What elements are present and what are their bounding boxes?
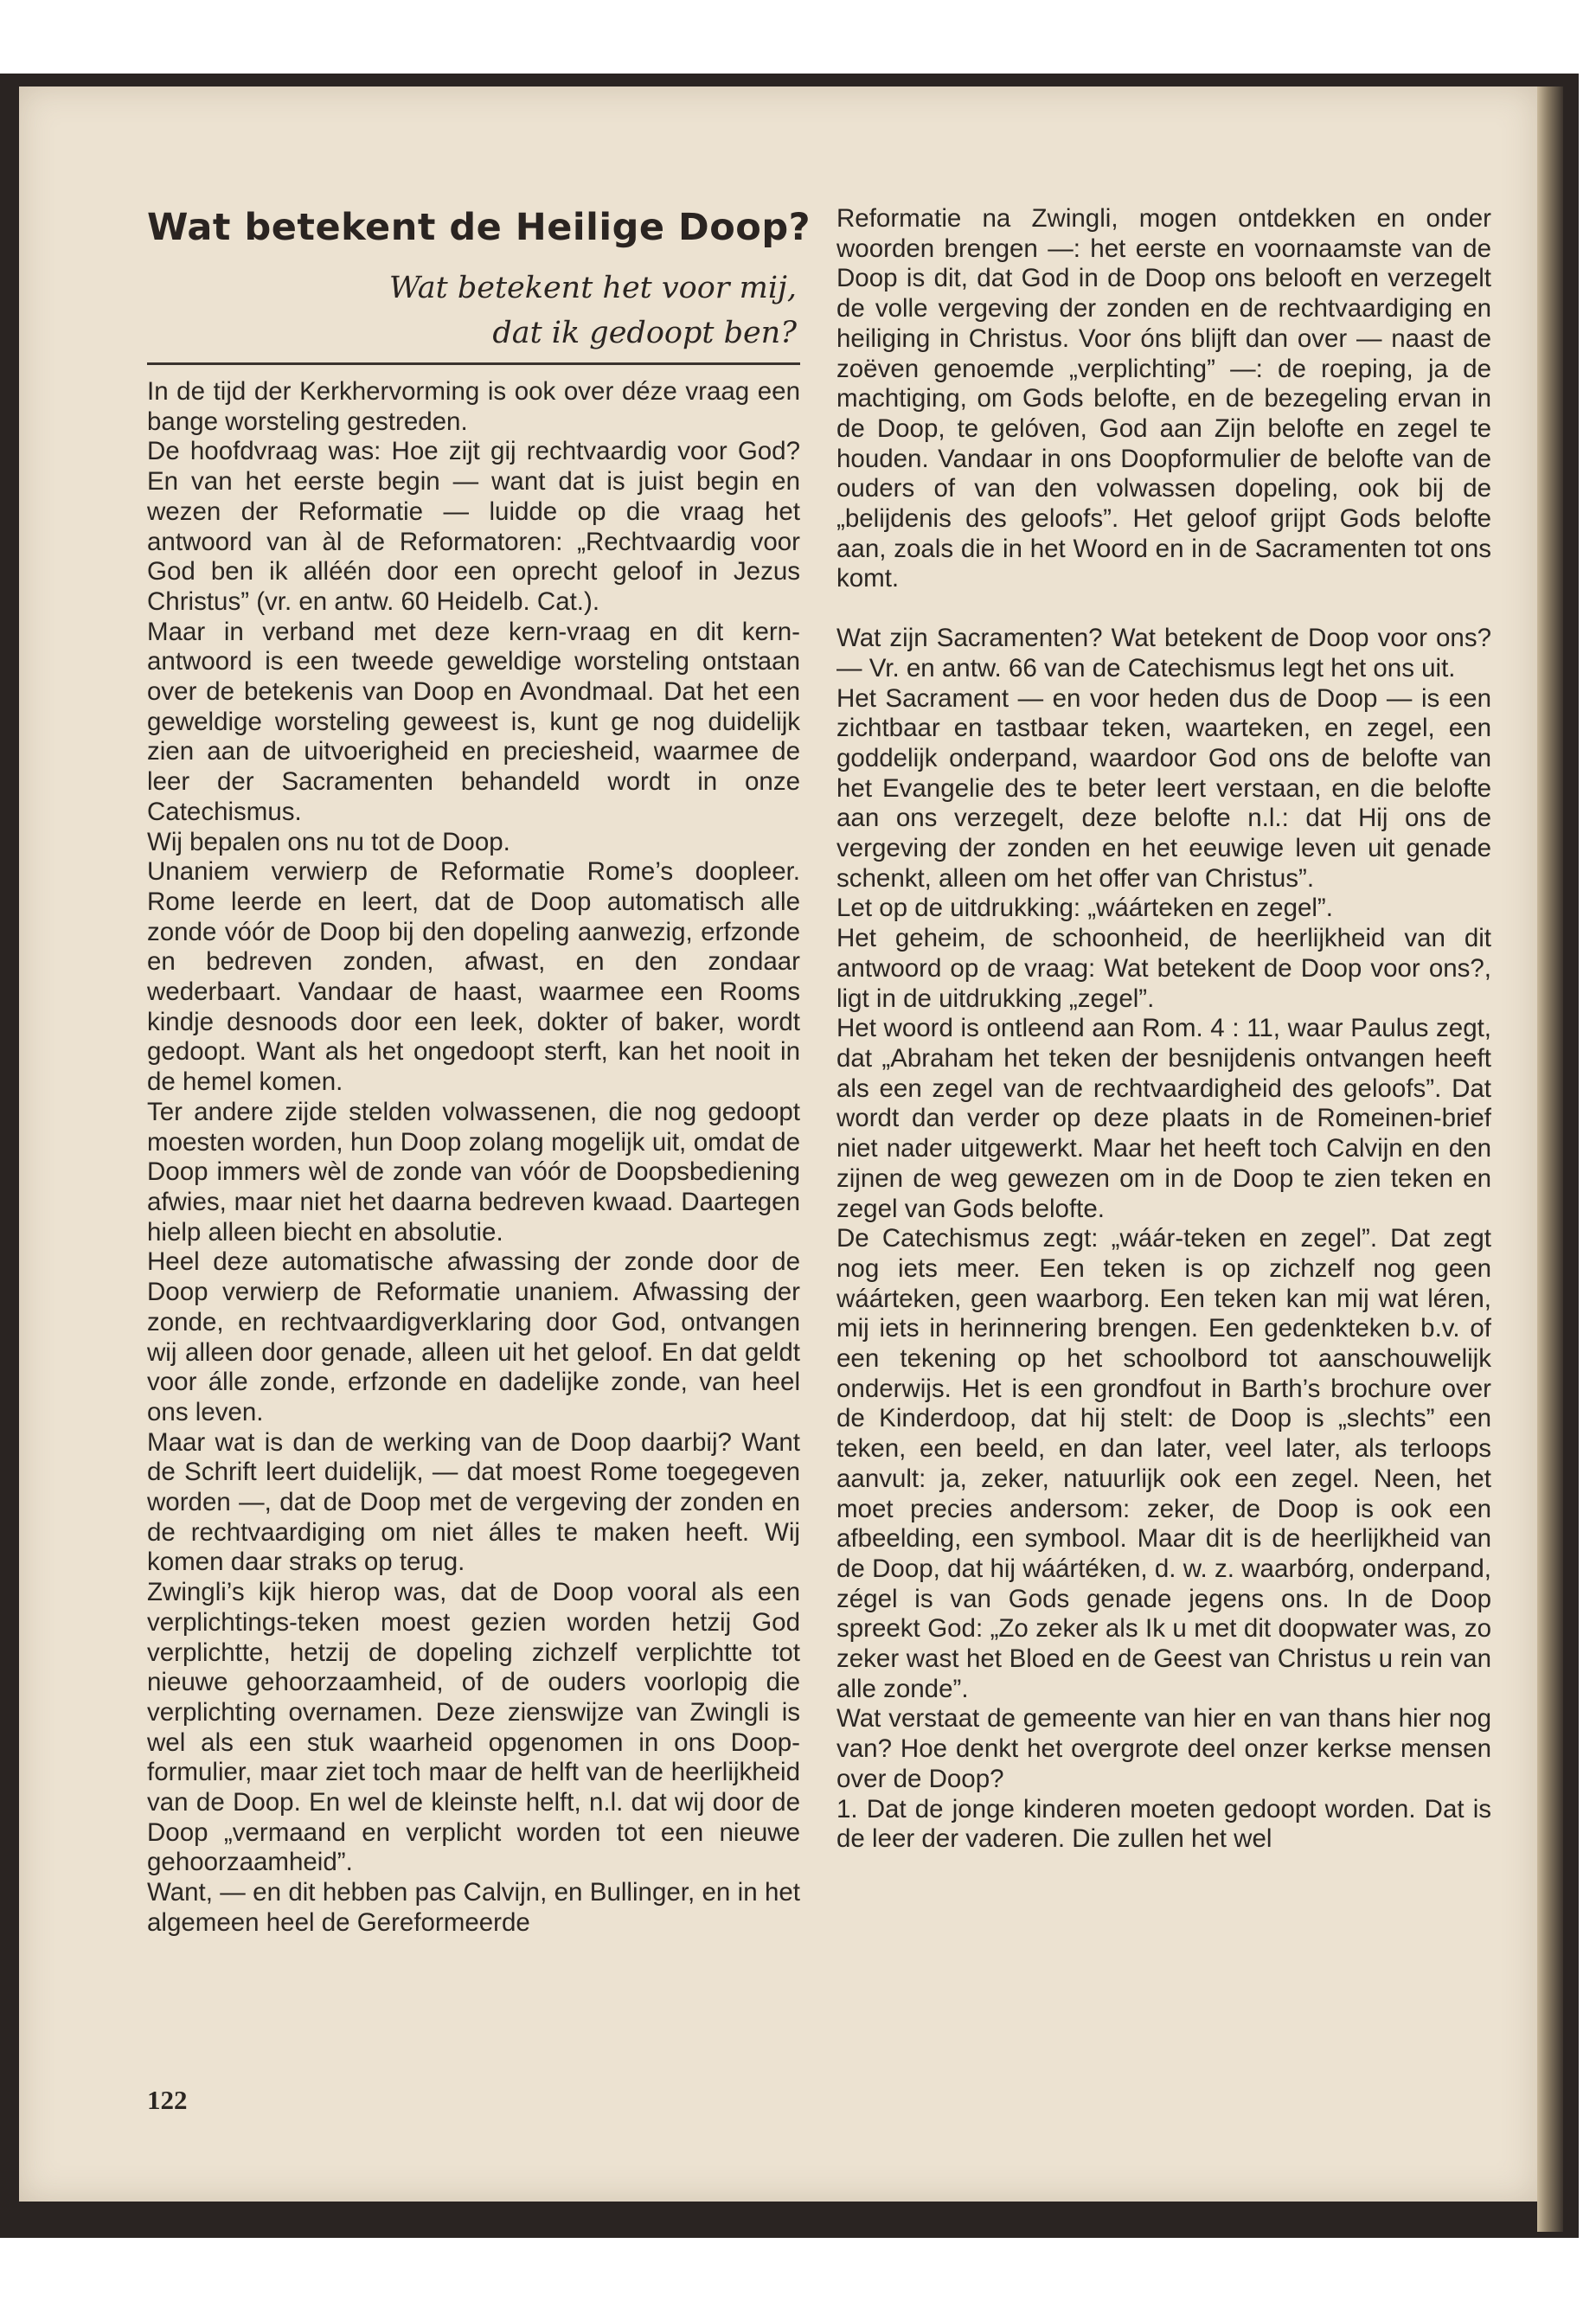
article-subtitle-line-2: dat ik gedoopt ben? [492,316,797,350]
right-column [836,204,1491,1855]
article-title: Wat betekent de Heilige Doop? [147,206,811,249]
left-paragraph-3: Maar in verband met deze kern-vraag en dit kern-antwoord is een tweede geweldige worsteling ontstaan over de betekenis van Doop en Avondmaal. Dat het een geweldige worsteling geweest is, kunt ge nog duidelijk zien aan de uitvoerigheid en preciesheid, waarmee de leer der Sacramenten behandeld wordt in onze Catechismus. [147,617,800,826]
left-paragraph-4: Wij bepalen ons nu tot de Doop. [147,827,510,856]
right-paragraph-5: Het geheim, de schoonheid, de heerlijkheid van dit antwoord op de vraag: Wat betekent de Doop voor ons?, ligt in de uitdrukking „zegel”. [836,924,1491,1013]
left-paragraph-1: In de tijd der Kerkhervorming is ook over déze vraag een bange worsteling gestreden. [147,377,800,436]
left-paragraph-9: Zwingli’s kijk hierop was, dat de Doop vooral als een verplichtings-teken moest gezien worden hetzij God verplichtte, hetzij de dopeling zichzelf verplichtte tot nieuwe gehoorzaamheid, of de ouders voorlopig die verplichting overnamen. Deze zienswijze van Zwingli is wel als een stuk waarheid opgenomen in ons Doop-formulier, maar ziet toch maar de helft van de heerlijkheid van de Doop. En wel de kleinste helft, n.l. dat wij door de Doop „vermaand en verplicht worden tot een nieuwe gehoorzaamheid”. [147,1578,800,1877]
right-paragraph-8: Wat verstaat de gemeente van hier en van thans hier nog van? Hoe denkt het overgrote deel onzer kerkse mensen over de Doop? [836,1704,1491,1793]
left-paragraph-5: Unaniem verwierp de Reformatie Rome’s doopleer. Rome leerde en leert, dat de Doop automatisch alle zonde vóór de Doop bij den dopeling aanwezig, erfzonde en bedreven zonden, afwast, en den zondaar wederbaart. Vandaar de haast, waarmee een Rooms kindje desnoods door een leek, dokter of baker, wordt gedoopt. Want als het ongedoopt sterft, kan het nooit in de hemel komen. [147,857,800,1097]
right-paragraph-2: Wat zijn Sacramenten? Wat betekent de Doop voor ons? — Vr. en antw. 66 van de Catechismus legt het ons uit. [836,624,1491,683]
article-subtitle-line-1: Wat betekent het voor mij, [388,271,797,305]
left-paragraph-10: Want, — en dit hebben pas Calvijn, en Bullinger, en in het algemeen heel de Gereformeerde [147,1878,800,1937]
left-column [147,195,811,1939]
page-edge [1537,87,1563,2232]
right-paragraph-1: Reformatie na Zwingli, mogen ontdekken en onder woorden brengen —: het eerste en voornaamste van de Doop is dit, dat God in de Doop ons belooft en verzegelt de volle vergeving der zonden en de rechtvaardiging en heiliging in Christus. Voor óns blijft dan over — naast de zoëven genoemde „verplichting” —: de roeping, ja de machtiging, om Gods belofte, en de bezegeling ervan in de Doop, te gelóven, God aan Zijn belofte en zegel te houden. Vandaar in ons Doopformulier de belofte van de ouders of van den volwassen dopeling, ook bij de „belijdenis des geloofs”. Het geloof grijpt Gods belofte aan, zoals die in het Woord en in de Sacramenten tot ons komt. [836,204,1491,593]
right-paragraph-6: Het woord is ontleend aan Rom. 4 : 11, waar Paulus zegt, dat „Abraham het teken der besnijdenis ontvangen heeft als een zegel van de rechtvaardigheid des geloofs”. Dat wordt dan verder op deze plaats in de Romeinen-brief niet nader uitgewerkt. Maar het heeft toch Calvijn en den zijnen de weg gewezen om in de Doop te zien teken en zegel van Gods belofte. [836,1014,1491,1223]
right-paragraph-3: Het Sacrament — en voor heden dus de Doop — is een zichtbaar en tastbaar teken, waarteken, en zegel, een goddelijk onderpand, waardoor God ons de belofte van het Evangelie des te beter leert verstaan, en die belofte aan ons verzegelt, deze belofte n.l.: dat Hij ons de vergeving der zonden en het eeuwige leven uit genade schenkt, alleen om het offer van Christus”. [836,683,1491,893]
left-paragraph-2: De hoofdvraag was: Hoe zijt gij rechtvaardig voor God? En van het eerste begin — want dat is juist begin en wezen der Reformatie — luidde op die vraag het antwoord van àl de Reformatoren: „Rechtvaardig voor God ben ik alléén door een oprecht geloof in Jezus Christus” (vr. en antw. 60 Heidelb. Cat.). [147,437,800,616]
right-paragraph-7: De Catechismus zegt: „wáár-teken en zegel”. Dat zegt nog iets meer. Een teken is op zichzelf nog geen wáárteken, geen waarborg. Een teken kan mij wat léren, mij iets in herinnering brengen. Een gedenkteken b.v. of een tekening op het schoolbord tot aanschouwelijk onderwijs. Het is een grondfout in Barth’s brochure over de Kinderdoop, dat hij stelt: de Doop is „slechts” een teken, een beeld, en dan later, veel later, als terloops aanvult: ja, zeker, natuurlijk ook een zegel. Neen, het moet precies andersom: zeker, de Doop is ook een afbeelding, een symbool. Maar dit is de heerlijkheid van de Doop, dat hij wáártéken, d. w. z. waarbórg, onderpand, zégel is van Gods genade jegens ons. In de Doop spreekt God: „Zo zeker als Ik u met dit doopwater was, zo zeker wast het Bloed en de Geest van Christus u rein van alle zonde”. [836,1224,1491,1703]
left-paragraph-6: Ter andere zijde stelden volwassenen, die nog gedoopt moesten worden, hun Doop zolang mogelijk uit, omdat de Doop immers wèl de zonde van vóór de Doopsbediening afwies, maar niet het daarna bedreven kwaad. Daartegen hielp alleen biecht en absolutie. [147,1097,800,1247]
paragraph-gap [836,594,1491,624]
page-number: 122 [147,2085,188,2115]
left-paragraph-8: Maar wat is dan de werking van de Doop daarbij? Want de Schrift leert duidelijk, — dat moest Rome toegegeven worden —, dat de Doop met de vergeving der zonden en de rechtvaardiging om niet álles te maken heeft. Wij komen daar straks op terug. [147,1427,800,1577]
right-paragraph-9: 1. Dat de jonge kinderen moeten gedoopt worden. Dat is de leer der vaderen. Die zullen het wel [836,1794,1491,1854]
subtitle-divider [147,362,800,365]
right-paragraph-4: Let op de uitdrukking: „wáárteken en zegel”. [836,894,1333,923]
left-paragraph-7: Heel deze automatische afwassing der zonde door de Doop verwierp de Reformatie unaniem. Afwassing der zonde, en rechtvaardigverklaring door God, ontvangen wij alleen door genade, alleen uit het geloof. En dat geldt voor álle zonde, erfzonde en dadelijke zonde, van heel ons leven. [147,1247,800,1426]
